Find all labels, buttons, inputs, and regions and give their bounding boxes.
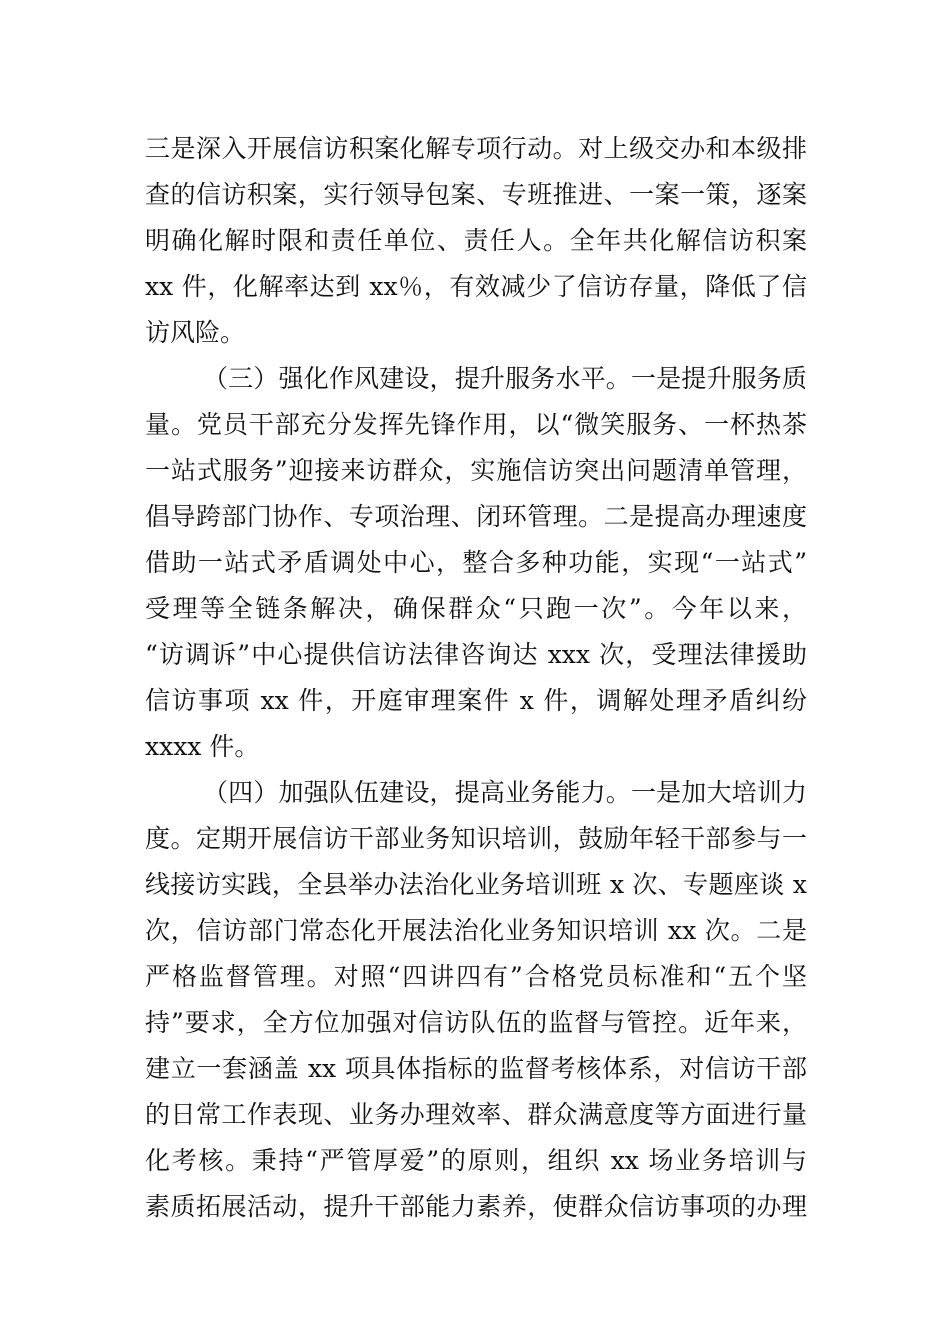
text-line: 信访事项 xx 件，开庭审理案件 x 件，调解处理矛盾纠纷: [145, 686, 807, 715]
text-line: 素质拓展活动，提升干部能力素养，使群众信访事项的办理: [145, 1192, 807, 1221]
text-line: 三是深入开展信访积案化解专项行动。对上级交办和本级排: [145, 134, 807, 163]
section-heading-line: （三）强化作风建设，提升服务水平。一是提升服务质: [203, 364, 807, 393]
text-line: 明确化解时限和责任单位、责任人。全年共化解信访积案: [145, 226, 807, 255]
text-line: 受理等全链条解决，确保群众“只跑一次”。今年以来，: [145, 594, 807, 623]
text-line: 严格监督管理。对照“四讲四有”合格党员标准和“五个坚: [145, 962, 807, 991]
body-text: [145, 126, 807, 1230]
text-line: 建立一套涵盖 xx 项具体指标的监督考核体系，对信访干部: [145, 1054, 807, 1083]
text-line: xxxx 件。: [145, 732, 260, 761]
text-line: 一站式服务”迎接来访群众，实施信访突出问题清单管理，: [145, 456, 807, 485]
text-line: 化考核。秉持“严管厚爱”的原则，组织 xx 场业务培训与: [145, 1146, 807, 1175]
text-line: 持”要求，全方位加强对信访队伍的监督与管控。近年来，: [145, 1008, 807, 1037]
text-line: 度。定期开展信访干部业务知识培训，鼓励年轻干部参与一: [145, 824, 807, 853]
text-line: 线接访实践，全县举办法治化业务培训班 x 次、专题座谈 x: [145, 870, 807, 899]
text-line: 的日常工作表现、业务办理效率、群众满意度等方面进行量: [145, 1100, 807, 1129]
text-line: xx 件，化解率达到 xx％，有效减少了信访存量，降低了信: [145, 272, 807, 301]
text-line: 借助一站式矛盾调处中心，整合多种功能，实现“一站式”: [145, 548, 807, 577]
text-line: 查的信访积案，实行领导包案、专班推进、一案一策，逐案: [145, 180, 807, 209]
text-line: 次，信访部门常态化开展法治化业务知识培训 xx 次。二是: [145, 916, 807, 945]
text-line: 量。党员干部充分发挥先锋作用，以“微笑服务、一杯热茶: [145, 410, 807, 439]
text-line: 访风险。: [145, 318, 246, 347]
text-line: 倡导跨部门协作、专项治理、闭环管理。二是提高办理速度: [145, 502, 807, 531]
text-line: “访调诉”中心提供信访法律咨询达 xxx 次，受理法律援助: [145, 640, 807, 669]
section-heading-line: （四）加强队伍建设，提高业务能力。一是加大培训力: [203, 778, 807, 807]
